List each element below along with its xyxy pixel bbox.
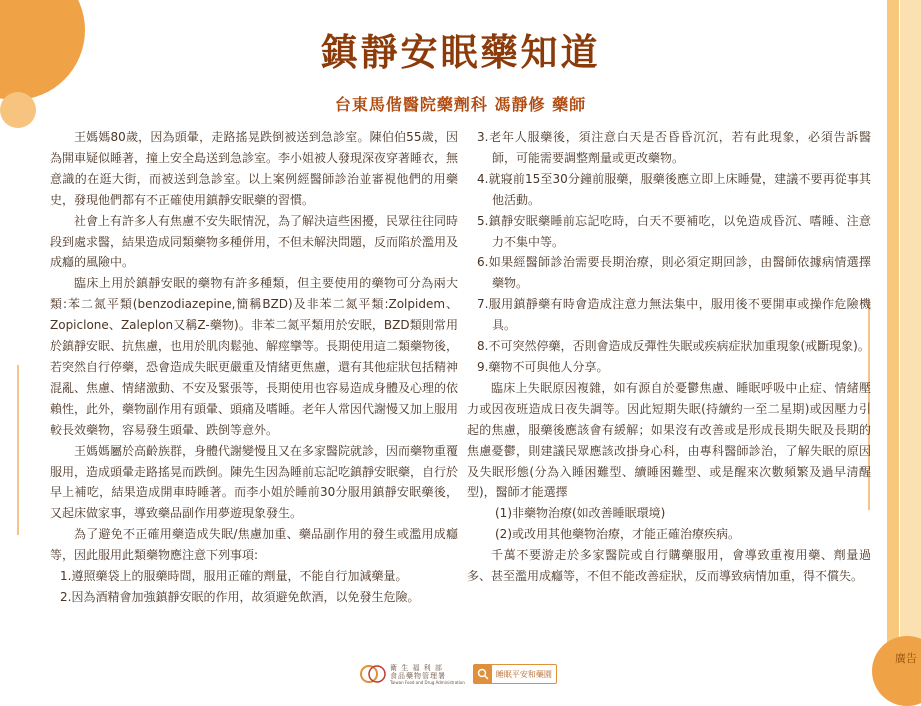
option-item: (1)非藥物治療(如改善睡眠環境): [495, 506, 666, 521]
paragraph: 臨床上用於鎮靜安眠的藥物有許多種類，但主要使用的藥物可分為兩大類:苯二氮平類(benzodiazepine,簡稱BZD)及非苯二氮平類:Zolpidem、Zopiclone、Zaleplon又稱Z-藥物)。非苯二氮平類用於安眠，BZD類則常用於鎮靜安眠、抗焦慮，也用於肌肉鬆弛、解痙攣等。長期使用這二類藥物後，若突然自行停藥，恐會造成失眠更嚴重及情緒更焦慮，還有其他症狀包括精神混亂、焦慮、情緒激動、不安及緊張等，長期使用也容易造成身體及心理的依賴性，此外，藥物副作用有頭暈、頭痛及嗜睡。老年人常因代謝慢又加上服用較長效藥物，容易發生頭暈、跌倒等意外。: [50, 276, 459, 437]
decorative-circle-bottom-right: [872, 636, 921, 706]
fda-org-line1: 衛 生 福 利 部: [390, 663, 443, 672]
decorative-line-left: [17, 365, 19, 535]
search-icon[interactable]: [474, 665, 492, 683]
fda-org-text: [390, 664, 465, 685]
list-item: 3.老年人服藥後，須注意白天是否昏昏沉沉，若有此現象，必須告訴醫師，可能需要調整劑量或更改藥物。: [477, 130, 871, 165]
list-item: 4.就寢前15至30分鐘前服藥，服藥後應立即上床睡覺，建議不要再從事其他活動。: [477, 171, 871, 207]
left-column: [50, 127, 458, 608]
author-line: 台東馬偕醫院藥劑科 馮靜修 藥師: [334, 95, 587, 114]
list-item: 5.鎮靜安眠藥睡前忘記吃時，白天不要補吃，以免造成昏沉、嗜睡、注意力不集中等。: [477, 213, 871, 249]
fda-logo-icon: [360, 663, 386, 685]
search-box[interactable]: [473, 664, 557, 684]
list-item: 7.服用鎮靜藥有時會造成注意力無法集中，服用後不要開車或操作危險機具。: [477, 297, 871, 333]
fda-org-line2: 食品藥物管理署: [390, 671, 446, 680]
paragraph: 社會上有許多人有焦慮不安失眠情況，為了解決這些困擾，民眾往往同時段到處求醫，結果造成同類藥物多種併用，不但未解決問題，反而陷於濫用及成癮的風險中。: [50, 213, 459, 270]
list-item: 9.藥物不可與他人分享。: [477, 359, 609, 374]
right-column: [467, 127, 871, 587]
list-item: 6.如果經醫師診治需要長期治療，則必須定期回診，由醫師依據病情選擇藥物。: [477, 255, 871, 291]
fda-logo: [360, 663, 465, 685]
search-text: 睡眠平安和藥園: [495, 669, 552, 679]
paragraph: 為了避免不正確用藥造成失眠/焦慮加重、藥品副作用的發生或濫用成癮等，因此服用此類藥物應注意下列事項:: [50, 527, 458, 563]
fda-org-en: Taiwan Food and Drug Administration: [390, 679, 465, 685]
paragraph: 王媽媽屬於高齡族群，身體代謝變慢且又在多家醫院就診，因而藥物重覆服用，造成頭暈走路搖晃而跌倒。陳先生因為睡前忘記吃鎮靜安眠藥，自行於早上補吃，結果造成開車時睡著。而李小姐於睡前30分服用鎮靜安眠藥後，又起床做家事，導致藥品副作用夢遊現象發生。: [50, 443, 459, 521]
footer: [360, 660, 600, 688]
list-item: 1.遵照藥袋上的服藥時間，服用正確的劑量，不能自行加減藥量。: [60, 569, 408, 584]
paragraph: 臨床上失眠原因複雜，如有源自於憂鬱焦慮、睡眠呼吸中止症、情緒壓力或因夜班造成日夜失調等。因此短期失眠(持續約一至二星期)或因壓力引起的焦慮，服藥後應該會有緩解；如果沒有改善或是形成長期失眠及長期的焦慮憂鬱，則建議民眾應該改掛身心科，由專科醫師診治，了解失眠的原因及失眠形態(分為入睡困難型、續睡困難型、或是醒來次數頻繁及過早清醒型)，醫師才能選擇: [467, 380, 871, 500]
paragraph: 王媽媽80歲，因為頭暈，走路搖晃跌倒被送到急診室。陳伯伯55歲，因為開車疑似睡著，撞上安全島送到急診室。李小姐被人發現深夜穿著睡衣，無意識的在逛大街，而被送到急診室。以上案例經醫師診治並審視他們的用藥史，發現他們都有不正確使用鎮靜安眠藥的習慣。: [50, 130, 459, 207]
ad-label: 廣告: [895, 652, 917, 665]
paragraph: 千萬不要游走於多家醫院或自行購藥服用，會導致重複用藥、劑量過多、甚至濫用成癮等，不但不能改善症狀，反而導致病情加重，得不償失。: [467, 548, 871, 584]
option-item: (2)或改用其他藥物治療，才能正確治療疾病。: [495, 527, 740, 542]
list-item: 8.不可突然停藥，否則會造成反彈性失眠或疾病症狀加重現象(戒斷現象)。: [477, 339, 870, 354]
list-item: 2.因為酒精會加強鎮靜安眠的作用，故須避免飲酒，以免發生危險。: [60, 589, 420, 604]
page-title: 鎮靜安眠藥知道: [320, 30, 601, 74]
